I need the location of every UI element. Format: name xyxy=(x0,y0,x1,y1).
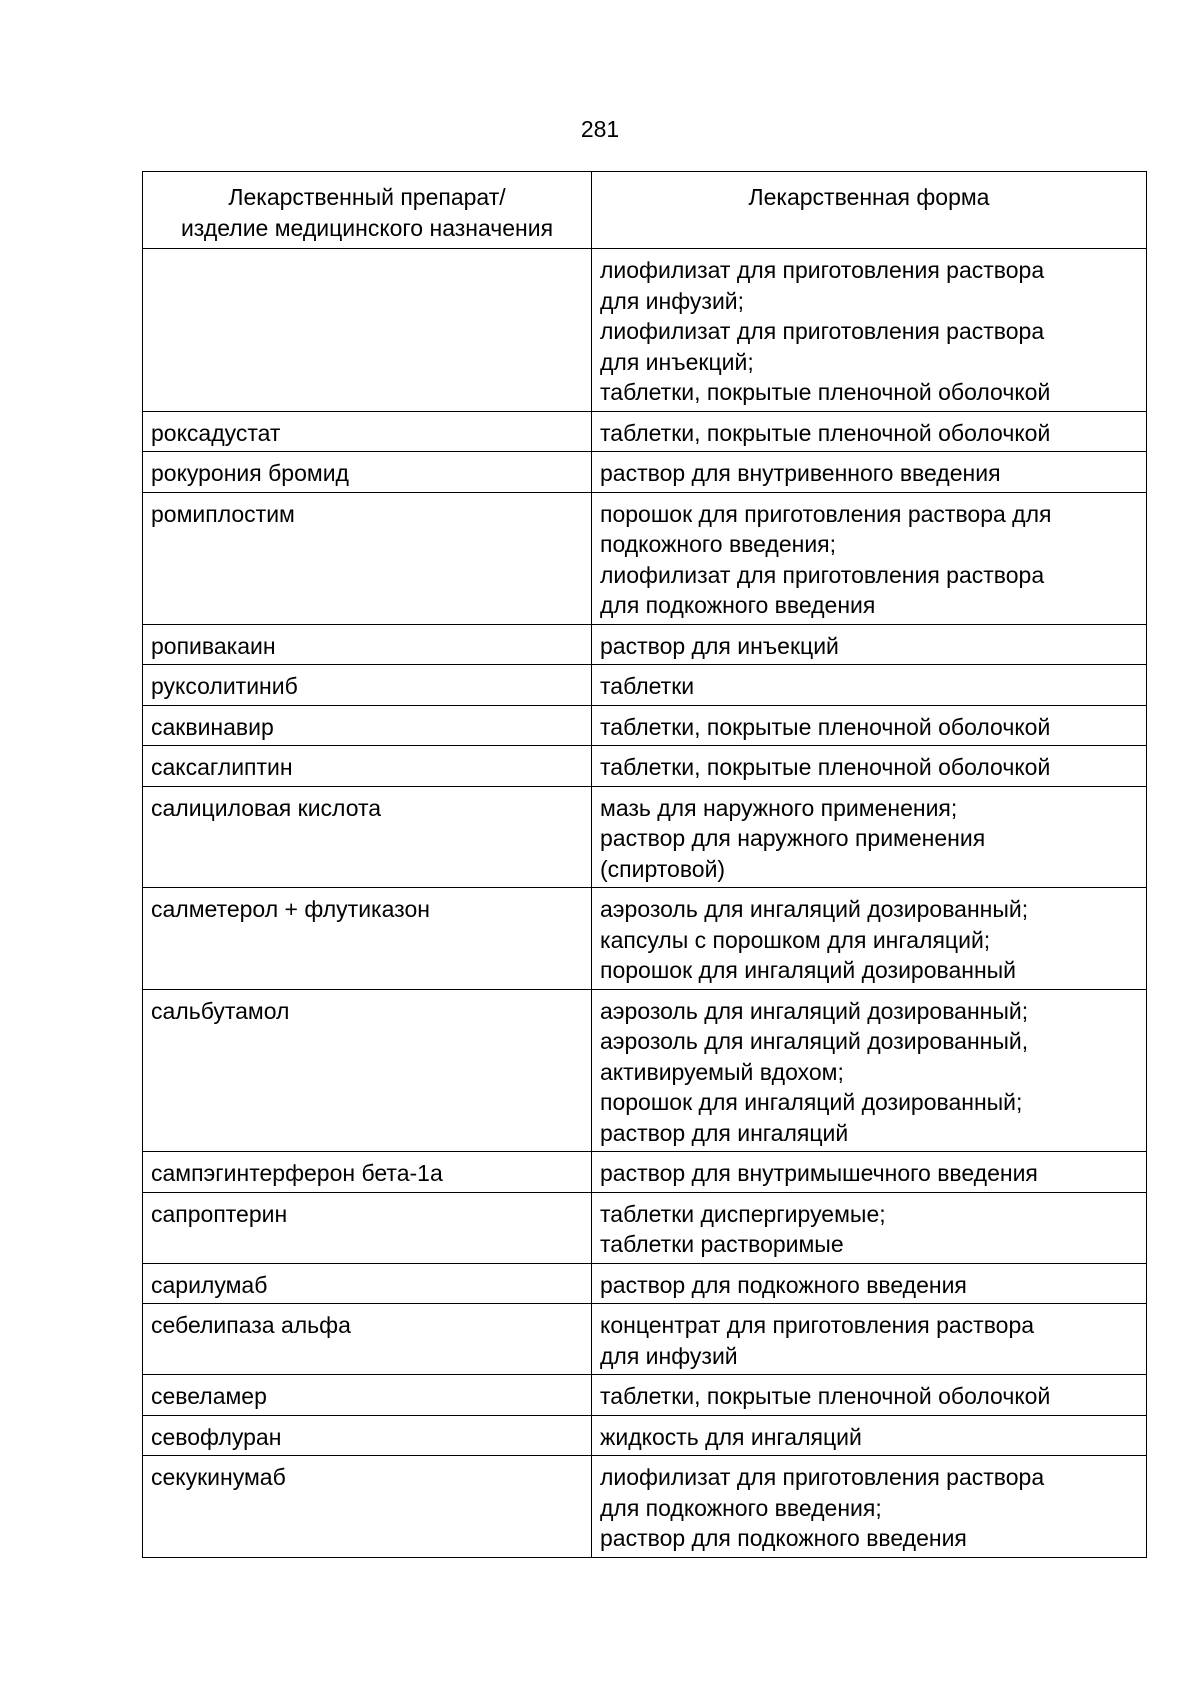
dosage-form-line: раствор для внутривенного введения xyxy=(600,460,1001,486)
drug-name: ромиплостим xyxy=(151,500,295,527)
dosage-form-line: для инфузий xyxy=(600,1342,738,1369)
drug-name-cell xyxy=(143,1456,592,1558)
header-form-line: Лекарственная форма xyxy=(748,184,990,210)
dosage-form-line: раствор для подкожного введения xyxy=(600,1271,967,1298)
table-row xyxy=(143,888,1147,990)
table-body xyxy=(143,249,1147,1558)
table-row xyxy=(143,624,1147,665)
dosage-form-line: таблетки, покрытые пленочной оболочкой xyxy=(600,379,1051,405)
drug-name-cell xyxy=(143,746,592,787)
dosage-form-cell xyxy=(592,665,1147,706)
table-row xyxy=(143,411,1147,452)
header-drug-line: изделие медицинского назначения xyxy=(180,214,554,241)
header-drug xyxy=(143,172,592,249)
dosage-form-cell xyxy=(592,786,1147,888)
table-row xyxy=(143,1456,1147,1558)
dosage-form-line: аэрозоль для ингаляций дозированный, xyxy=(600,1028,1029,1054)
drug-name: себелипаза альфа xyxy=(151,1312,351,1338)
dosage-form-line: концентрат для приготовления раствора xyxy=(600,1312,1035,1338)
drug-name-cell xyxy=(143,1152,592,1193)
table-header-row xyxy=(143,172,1147,249)
dosage-form-cell xyxy=(592,888,1147,990)
drug-name: рокурония бромид xyxy=(151,460,349,486)
drug-name: сальбутамол xyxy=(151,997,290,1024)
dosage-form-line: таблетки, покрытые пленочной оболочкой xyxy=(600,713,1051,740)
page-number: 281 xyxy=(580,116,620,142)
dosage-form-line: для инфузий; xyxy=(600,287,745,314)
drug-name: саквинавир xyxy=(151,713,274,740)
drug-name: саксаглиптин xyxy=(151,754,293,780)
dosage-form-cell xyxy=(592,411,1147,452)
drug-name-cell xyxy=(143,1304,592,1375)
dosage-form-line: порошок для приготовления раствора для xyxy=(600,500,1052,527)
dosage-form-line: таблетки растворимые xyxy=(600,1231,844,1257)
dosage-form-line: таблетки диспергируемые; xyxy=(600,1200,886,1227)
dosage-form-line: таблетки, покрытые пленочной оболочкой xyxy=(600,754,1051,780)
table-row xyxy=(143,1415,1147,1456)
dosage-form-cell xyxy=(592,989,1147,1152)
drug-name-cell xyxy=(143,1192,592,1263)
dosage-form-cell xyxy=(592,1304,1147,1375)
drug-name-cell xyxy=(143,1375,592,1416)
dosage-form-line: мазь для наружного применения; xyxy=(600,794,958,821)
dosage-form-line: лиофилизат для приготовления раствора xyxy=(600,318,1045,344)
drug-name-cell xyxy=(143,411,592,452)
drug-name: секукинумаб xyxy=(151,1464,286,1490)
drug-name: ропивакаин xyxy=(151,632,276,659)
drug-name-cell xyxy=(143,249,592,412)
dosage-form-cell xyxy=(592,1415,1147,1456)
drug-name-cell xyxy=(143,786,592,888)
dosage-form-cell xyxy=(592,452,1147,493)
dosage-form-cell xyxy=(592,1263,1147,1304)
table-row xyxy=(143,452,1147,493)
dosage-form-line: лиофилизат для приготовления раствора xyxy=(600,257,1045,283)
dosage-form-line: аэрозоль для ингаляций дозированный; xyxy=(600,896,1029,922)
drug-name: севофлуран xyxy=(151,1423,282,1450)
drug-name: руксолитиниб xyxy=(151,673,298,699)
dosage-form-line: раствор для подкожного введения xyxy=(600,1525,967,1551)
dosage-form-cell xyxy=(592,1192,1147,1263)
dosage-form-line: для подкожного введения; xyxy=(600,1494,882,1521)
dosage-form-line: порошок для ингаляций дозированный xyxy=(600,957,1017,983)
dosage-form-line: лиофилизат для приготовления раствора xyxy=(600,561,1045,588)
dosage-form-line: таблетки xyxy=(600,673,695,699)
dosage-form-line: лиофилизат для приготовления раствора xyxy=(600,1464,1045,1490)
drug-name: сампэгинтерферон бета-1а xyxy=(151,1160,443,1186)
drug-name: севеламер xyxy=(151,1383,267,1409)
dosage-form-cell xyxy=(592,1456,1147,1558)
table-row xyxy=(143,249,1147,412)
drug-name: сапроптерин xyxy=(151,1200,288,1227)
dosage-form-line: капсулы с порошком для ингаляций; xyxy=(600,926,991,953)
table-row xyxy=(143,1375,1147,1416)
dosage-form-line: активируемый вдохом; xyxy=(600,1058,844,1085)
dosage-form-line: таблетки, покрытые пленочной оболочкой xyxy=(600,1383,1051,1409)
dosage-form-line: аэрозоль для ингаляций дозированный; xyxy=(600,997,1029,1024)
drug-name-cell xyxy=(143,1263,592,1304)
dosage-form-line: (спиртовой) xyxy=(600,855,726,882)
drug-name-cell xyxy=(143,665,592,706)
dosage-form-line: порошок для ингаляций дозированный; xyxy=(600,1089,1023,1115)
header-form xyxy=(592,172,1147,249)
drug-name: сарилумаб xyxy=(151,1271,268,1298)
dosage-form-line: жидкость для ингаляций xyxy=(600,1423,862,1450)
table-row xyxy=(143,665,1147,706)
dosage-form-line: для инъекций; xyxy=(600,348,754,375)
drug-name-cell xyxy=(143,1415,592,1456)
table-row xyxy=(143,746,1147,787)
table-row xyxy=(143,1304,1147,1375)
drug-name-cell xyxy=(143,989,592,1152)
dosage-form-cell xyxy=(592,705,1147,746)
drug-name: роксадустат xyxy=(151,419,281,446)
dosage-form-line: раствор для внутримышечного введения xyxy=(600,1160,1038,1186)
dosage-form-line: раствор для ингаляций xyxy=(600,1119,849,1146)
table-row xyxy=(143,492,1147,624)
dosage-form-line: подкожного введения; xyxy=(600,531,837,557)
dosage-form-line: раствор для инъекций xyxy=(600,632,839,659)
table-row xyxy=(143,705,1147,746)
drug-name-cell xyxy=(143,624,592,665)
dosage-form-cell xyxy=(592,746,1147,787)
drug-name-cell xyxy=(143,705,592,746)
drug-name-cell xyxy=(143,492,592,624)
drug-name: салметерол + флутиказон xyxy=(151,896,430,922)
table-row xyxy=(143,786,1147,888)
dosage-form-cell xyxy=(592,624,1147,665)
dosage-form-cell xyxy=(592,1375,1147,1416)
table-row xyxy=(143,1152,1147,1193)
table-row xyxy=(143,989,1147,1152)
dosage-form-line: для подкожного введения xyxy=(600,592,876,618)
header-drug-line: Лекарственный препарат/ xyxy=(228,184,506,210)
drug-table xyxy=(142,171,1147,1558)
dosage-form-cell xyxy=(592,249,1147,412)
dosage-form-cell xyxy=(592,1152,1147,1193)
table-row xyxy=(143,1192,1147,1263)
dosage-form-cell xyxy=(592,492,1147,624)
drug-name: салициловая кислота xyxy=(151,794,382,821)
dosage-form-line: раствор для наружного применения xyxy=(600,825,986,851)
drug-name-cell xyxy=(143,452,592,493)
table-row xyxy=(143,1263,1147,1304)
dosage-form-line: таблетки, покрытые пленочной оболочкой xyxy=(600,419,1051,446)
drug-name-cell xyxy=(143,888,592,990)
